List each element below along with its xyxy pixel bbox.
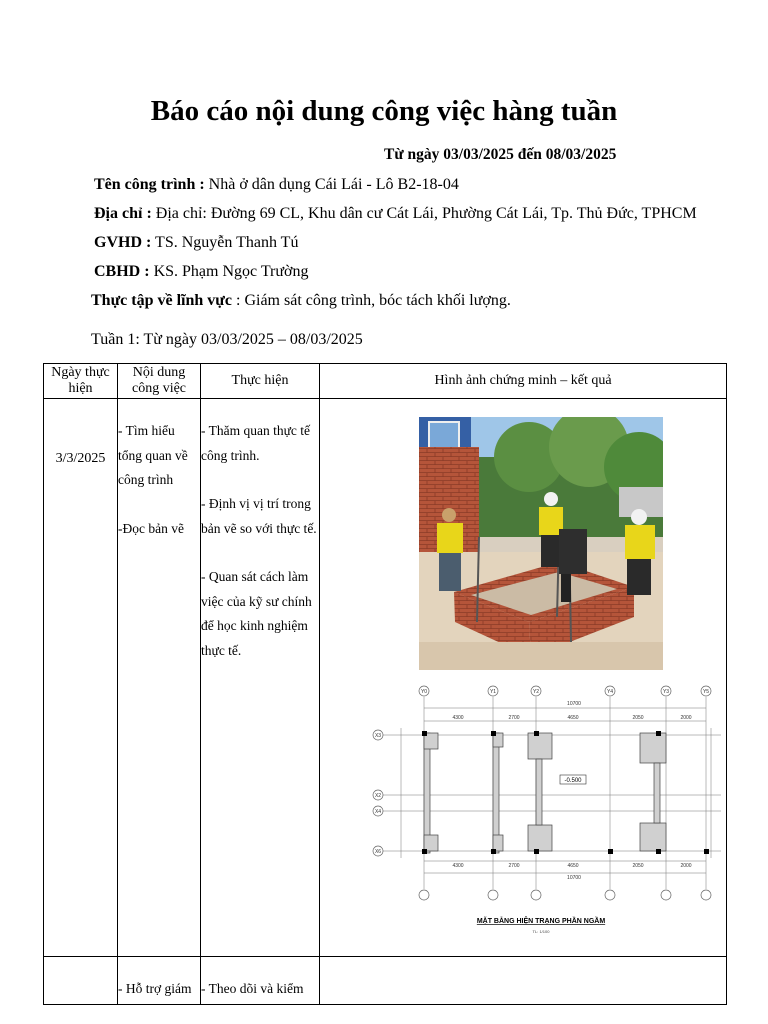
field-line [91, 292, 511, 310]
gvhd-line [94, 234, 298, 252]
gvhd-label: GVHD : [94, 234, 152, 251]
axis-label: X6 [374, 849, 382, 855]
header-date: Ngày thực hiện [44, 364, 118, 399]
dim-segment: 4650 [567, 863, 579, 869]
field-value: : Giám sát công trình, bóc tách khối lượng. [232, 292, 511, 309]
work-cell [201, 399, 320, 957]
date-cell [44, 399, 118, 957]
content-item: - Hỗ trợ giám [118, 981, 192, 996]
dim-segment: 4650 [567, 715, 579, 721]
address-label: Địa chỉ : [94, 205, 152, 222]
dim-segment: 4300 [452, 715, 464, 721]
gvhd-value: TS. Nguyễn Thanh Tú [151, 234, 299, 251]
site-photo [419, 417, 663, 670]
axis-label: X4 [374, 809, 382, 815]
date-cell [44, 957, 118, 1005]
work-item: - Định vị vị trí trong bản vẽ so với thực tế. [201, 496, 317, 536]
dim-segment: 2700 [508, 715, 520, 721]
axis-label: Y2 [532, 689, 540, 695]
axis-label: X2 [374, 793, 382, 799]
table-header-row [44, 364, 727, 399]
axis-label: Y1 [489, 689, 497, 695]
evidence-cell [320, 399, 727, 957]
drawing-caption: MẶT BẰNG HIỆN TRẠNG PHẦN NGẦM [476, 918, 606, 925]
date-text: 3/3/2025 [55, 451, 106, 466]
report-table [43, 363, 727, 1005]
dim-segment: 2050 [632, 715, 644, 721]
dim-segment: 4300 [452, 863, 464, 869]
content-item: - Tìm hiểu tổng quan về công trình [118, 423, 188, 487]
content-cell [118, 399, 201, 957]
work-item: - Quan sát cách làm việc của kỹ sư chính để học kinh nghiệm thực tế. [201, 569, 312, 658]
level-mark: -0.500 [564, 778, 582, 784]
drawing-scale: TL: 1/100 [532, 929, 550, 934]
dim-segment: 2050 [632, 863, 644, 869]
table-row [44, 399, 727, 957]
work-item: - Theo dõi và kiểm [201, 981, 304, 996]
table-row [44, 957, 727, 1005]
dim-segment: 2700 [508, 863, 520, 869]
evidence-cell [320, 957, 727, 1005]
report-title: Báo cáo nội dung công việc hàng tuần [150, 95, 618, 127]
header-evidence: Hình ảnh chứng minh – kết quả [320, 364, 727, 399]
address-value: Địa chỉ: Đường 69 CL, Khu dân cư Cát Lái, Phường Cát Lái, Tp. Thủ Đức, TPHCM [151, 205, 697, 222]
project-label: Tên công trình : [94, 176, 205, 193]
work-item: - Thăm quan thực tế công trình. [201, 423, 311, 463]
work-cell [201, 957, 320, 1005]
content-cell [118, 957, 201, 1005]
dim-segment: 2000 [680, 715, 692, 721]
header-content: Nội dung công việc [118, 364, 201, 399]
cbhd-value: KS. Phạm Ngọc Trường [149, 263, 309, 280]
date-range: Từ ngày 03/03/2025 đến 08/03/2025 [384, 146, 617, 163]
address-line [94, 205, 697, 223]
dim-total-top: 10700 [567, 701, 581, 707]
field-label: Thực tập về lĩnh vực [91, 292, 232, 309]
content-item: -Đọc bản vẽ [118, 520, 184, 536]
dim-segment: 2000 [680, 863, 692, 869]
header-work: Thực hiện [201, 364, 320, 399]
foundation-plan-drawing [356, 683, 726, 943]
cbhd-label: CBHD : [94, 263, 150, 280]
dim-total-bottom: 10700 [567, 875, 581, 881]
axis-label: Y5 [702, 689, 710, 695]
axis-label: Y3 [662, 689, 670, 695]
cbhd-line [94, 263, 309, 281]
project-line [94, 176, 459, 194]
week-heading: Tuần 1: Từ ngày 03/03/2025 – 08/03/2025 [91, 331, 363, 348]
project-value: Nhà ở dân dụng Cái Lái - Lô B2-18-04 [204, 176, 459, 193]
axis-label: X3 [374, 733, 382, 739]
axis-label: Y0 [420, 689, 428, 695]
axis-label: Y4 [606, 689, 614, 695]
